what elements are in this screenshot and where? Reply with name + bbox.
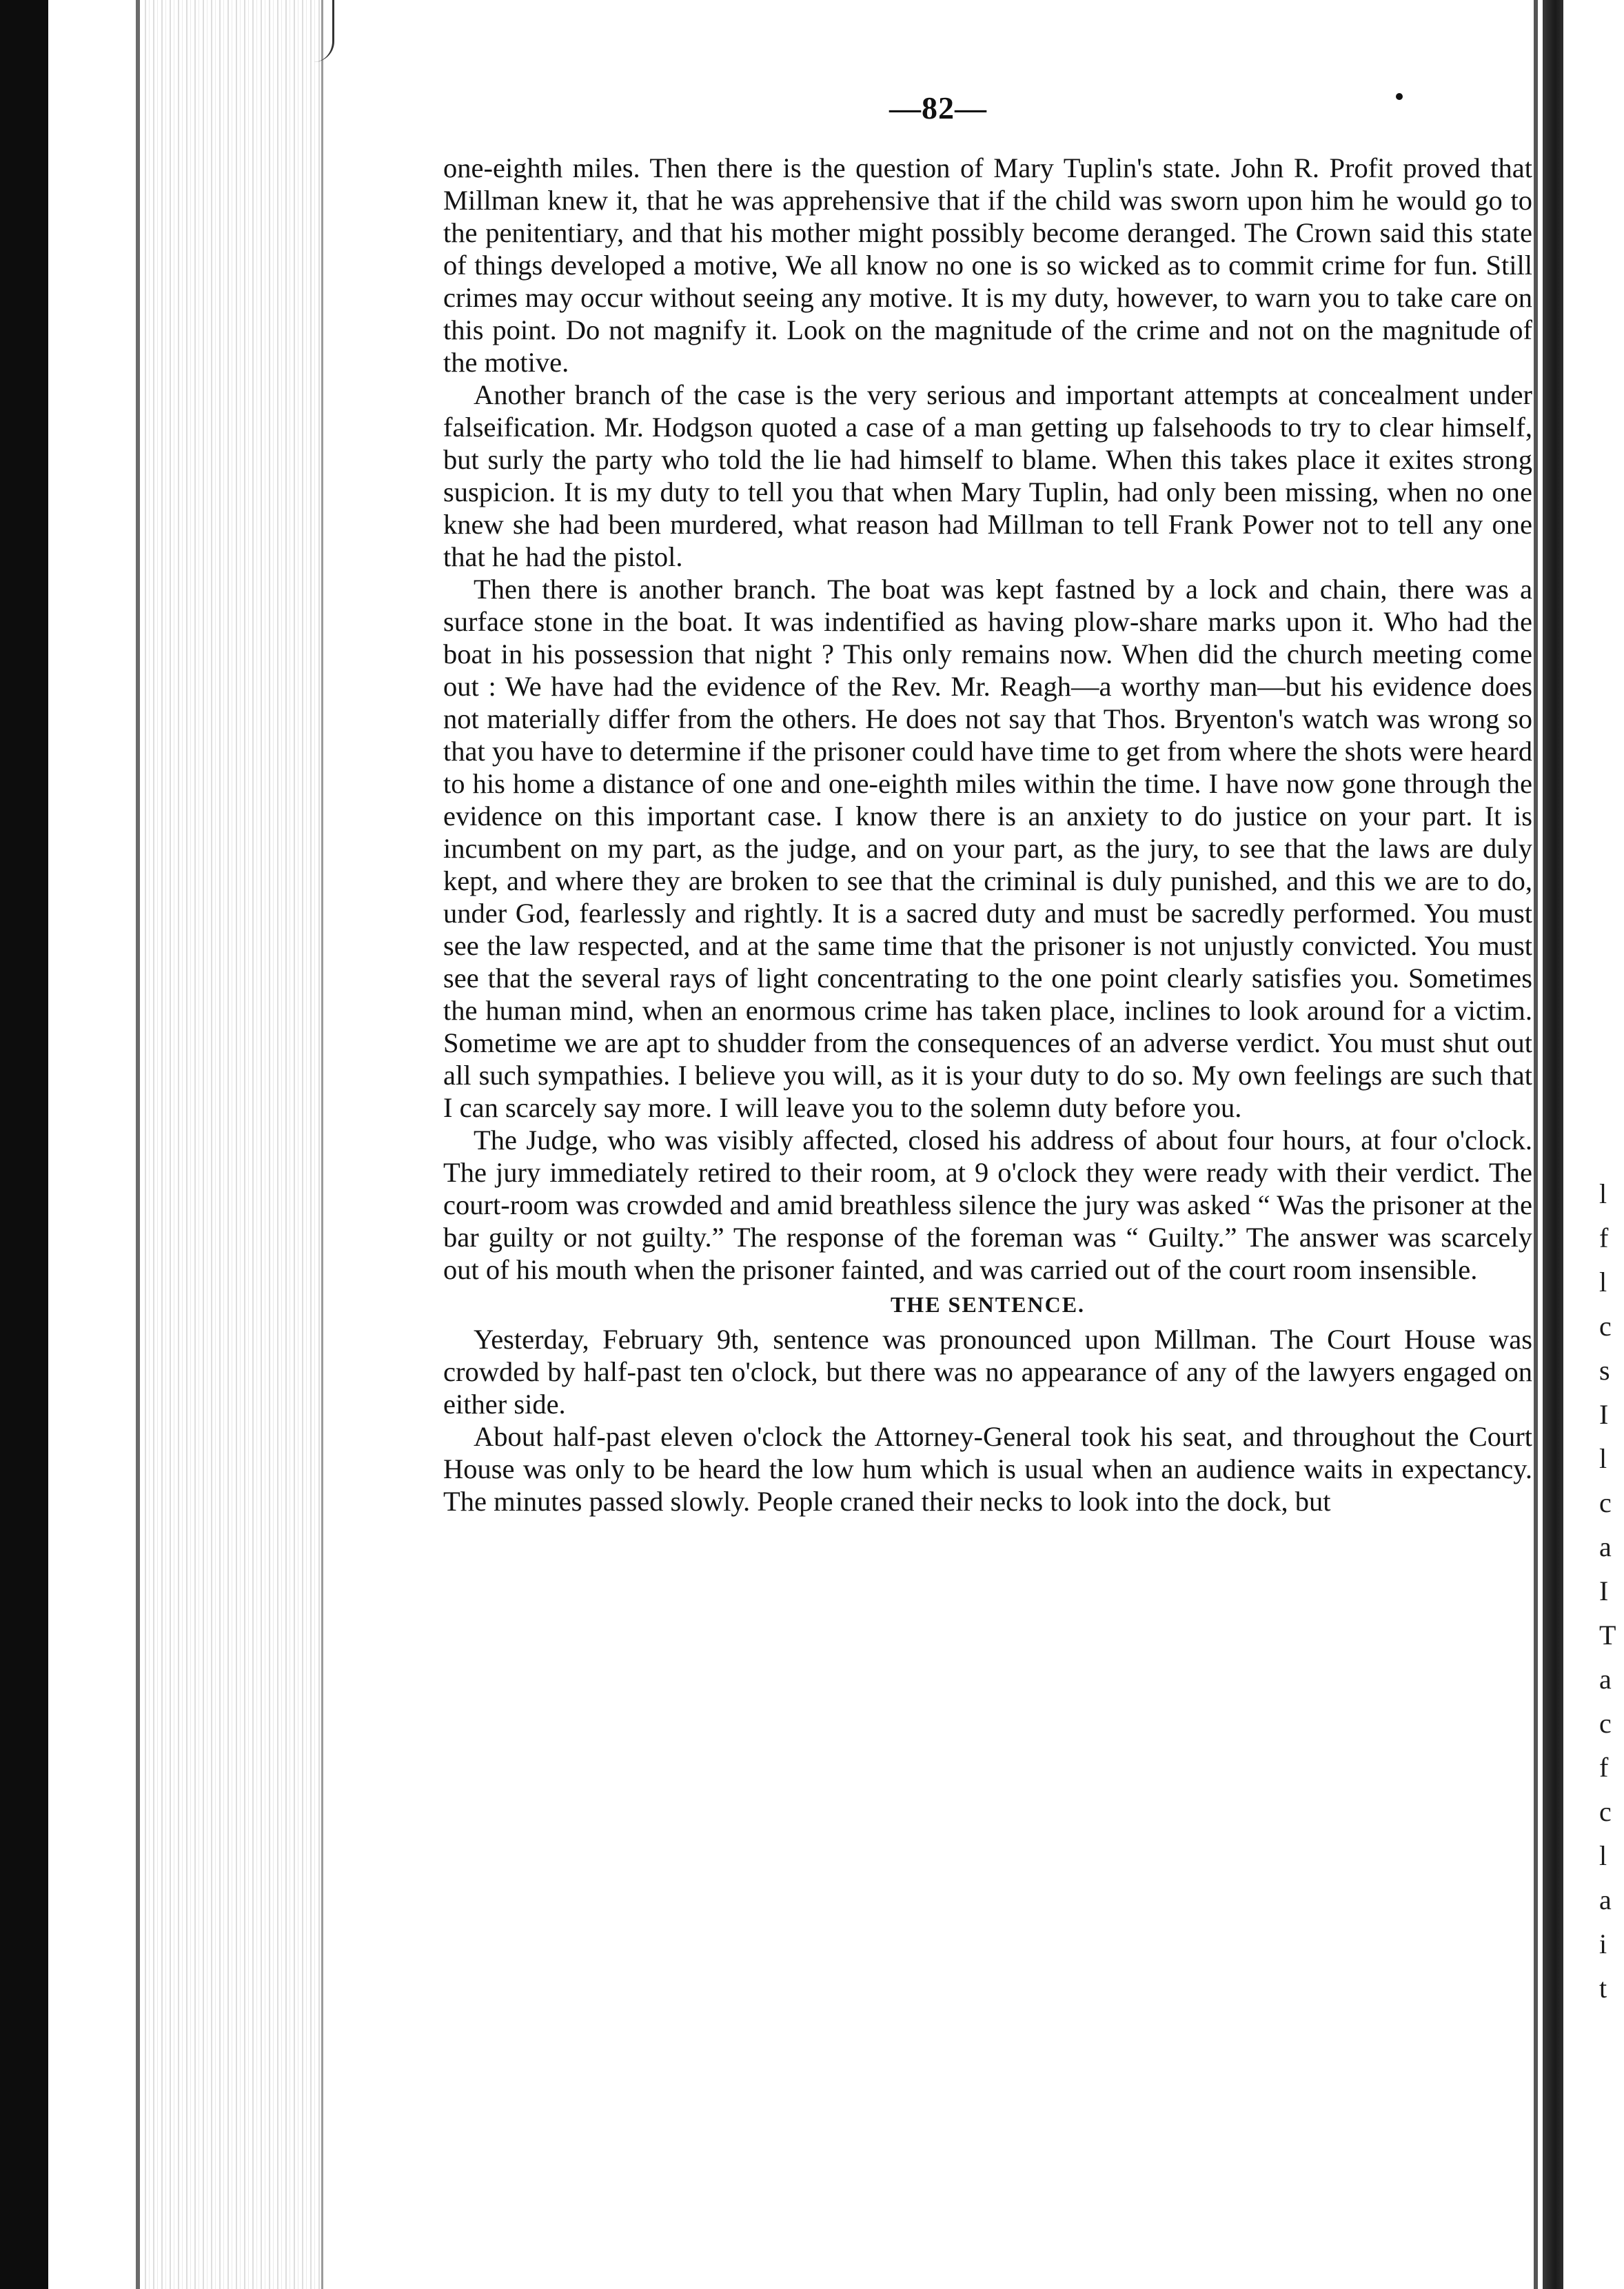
- page-number: —82—: [889, 90, 987, 125]
- paragraph: The Judge, who was visibly affected, closed his address of about four hours, at four o'clock. The jury immediately retired to their room, at 9 o'clock they were ready with their verdict. The court-room was crowded and amid breathless silence the jury was asked “ Was the prisoner at the bar guilty or not guilty.” The response of the foreman was “ Guilty.” The answer was scarcely out of his mouth when the prisoner fainted, and was carried out of the court room insensible.: [443, 1125, 1532, 1285]
- section-heading: THE SENTENCE.: [890, 1292, 1086, 1317]
- paragraph: Yesterday, February 9th, sentence was pronounced upon Millman. The Court House was crowded by half-past ten o'clock, but there was no appearance of any of the lawyers engaged on either side.: [443, 1324, 1532, 1420]
- paragraph: Then there is another branch. The boat was kept fastned by a lock and chain, there was a surface stone in the boat. It was indentified as having plow-share marks upon it. Who had the boat in his possession that night ? This only remains now. When did the church meeting come out : We have had the evidence of the Rev. Mr. Reagh—a worthy man—but his evidence does not materially differ from the others. He does not say that Thos. Bryenton's watch was wrong so that you have to determine if the prisoner could have time to get from where the shots were heard to his home a distance of one and one-eighth miles within the time. I have now gone through the evidence on this important case. I know there is an anxiety to do justice on your part. It is incumbent on my part, as the judge, and on your part, as the jury, to see that the laws are duly kept, and where they are broken to see that the criminal is duly punished, and this we are to do, under God, fearlessly and rightly. It is a sacred duty and must be sacredly performed. You must see the law respected, and at the same time that the prisoner is not unjustly convicted. You must see that the several rays of light concentrating to the one point clearly satisfies you. Sometimes the human mind, when an enormous crime has taken place, inclines to look around for a victim. Sometime we are apt to shudder from the consequences of an adverse verdict. You must shut out all such sympathies. I believe you will, as it is your duty to do so. My own feelings are such that I can scarcely say more. I will leave you to the solemn duty before you.: [443, 574, 1532, 1123]
- binding-bar: [1543, 0, 1563, 2289]
- paragraph: Another branch of the case is the very serious and important attempts at concealment under falseification. Mr. Hodgson quoted a case of a man getting up falsehoods to try to clear himself, but surly the party who told the lie had himself to blame. When this takes place it exites strong suspicion. It is my duty to tell you that when Mary Tuplin, had only been missing, when no one knew she had been murdered, what reason had Millman to tell Frank Power not to tell any one that he had the pistol.: [443, 379, 1532, 572]
- paragraph: one-eighth miles. Then there is the question of Mary Tuplin's state. John R. Profit proved that Millman knew it, that he was apprehensive that if the child was sworn upon him he would go to the penitentiary, and that his mother might possibly become deranged. The Crown said this state of things developed a motive, We all know no one is so wicked as to commit crime for fun. Still crimes may occur without seeing any motive. It is my duty, however, to warn you to take care on this point. Do not magnify it. Look on the magnitude of the crime and not on the magnitude of the motive.: [443, 152, 1532, 378]
- binding-shadow: [1534, 0, 1538, 2289]
- book-page-edges: [141, 0, 321, 2289]
- page-body: [443, 152, 1532, 1517]
- corner-pencil-mark: [312, 0, 334, 62]
- paragraph: About half-past eleven o'clock the Attorney-General took his seat, and throughout the Court House was only to be heard the low hum which is usual when an audience waits in expectancy. The minutes passed slowly. People craned their necks to look into the dock, but: [443, 1421, 1532, 1517]
- ink-dot: [1396, 93, 1403, 100]
- next-page-fragment: l f l c s I l c a I T a c f c l a i t: [1599, 1178, 1616, 2004]
- scan-left-border: [0, 0, 48, 2289]
